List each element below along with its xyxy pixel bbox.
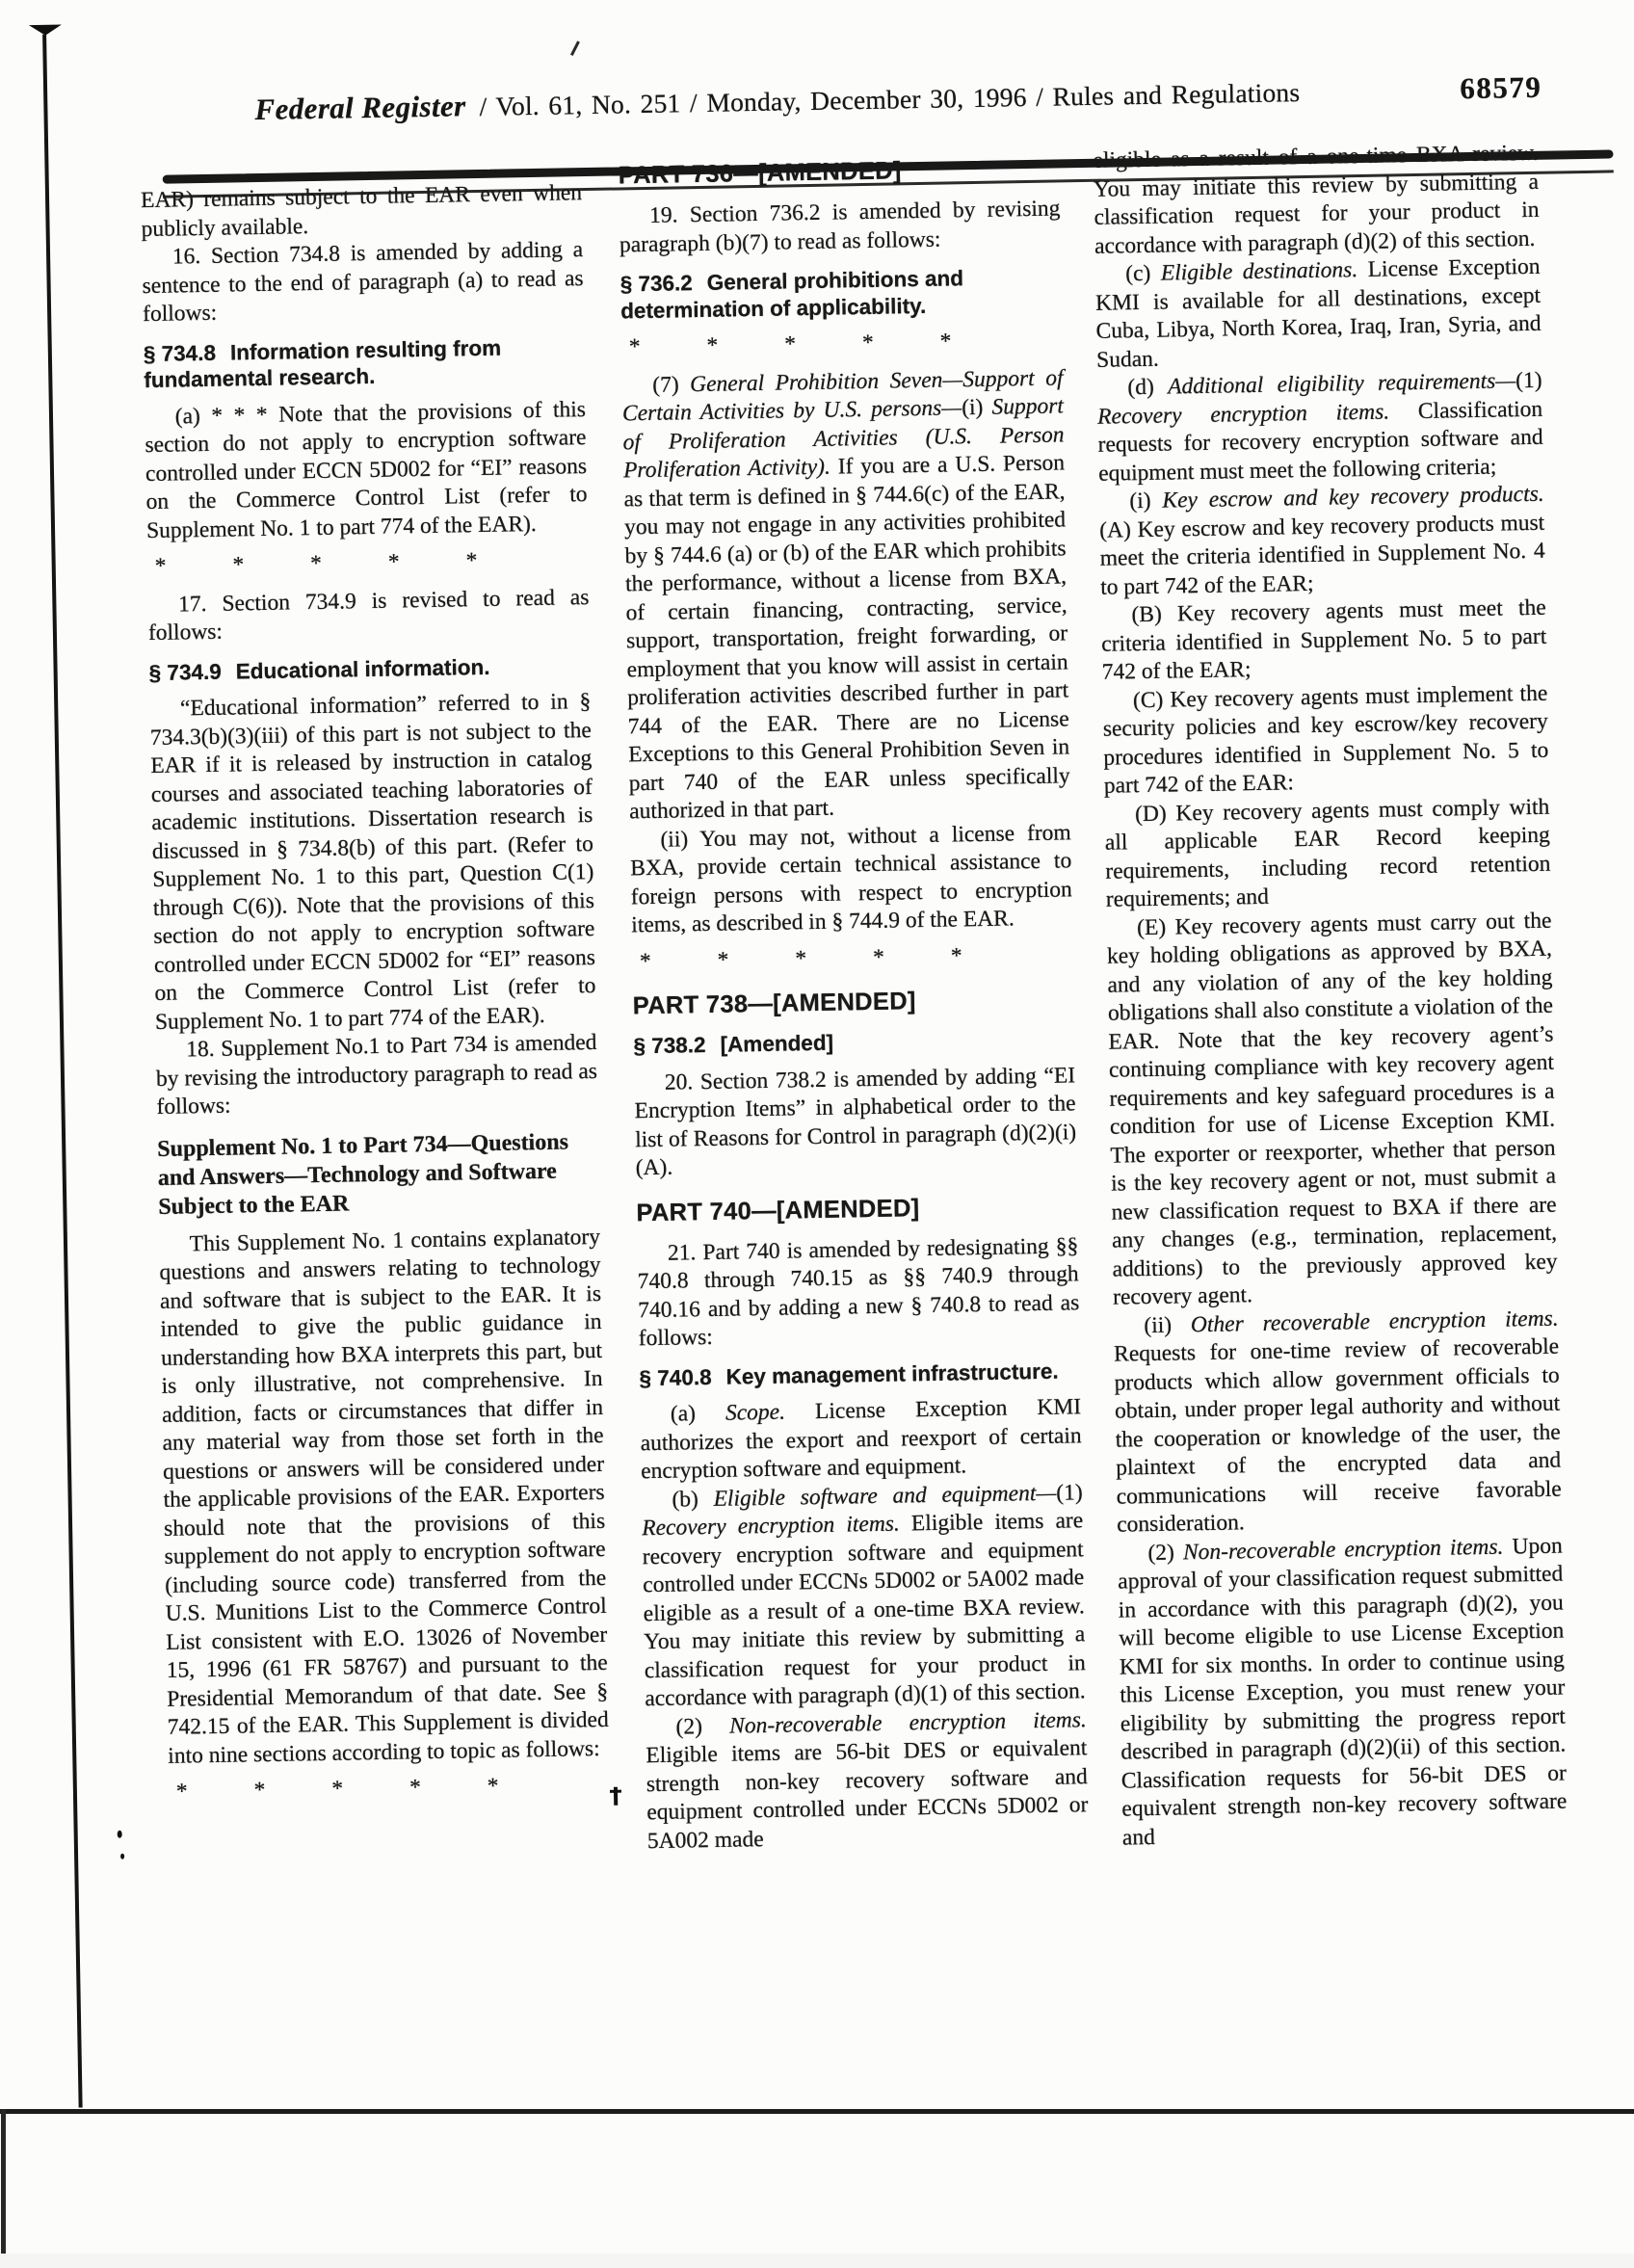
text-run: Recovery encryption items.: [642, 1512, 900, 1542]
text-run: (d): [1127, 375, 1168, 401]
text-run: (i): [1129, 488, 1162, 514]
text-run: (1): [1515, 368, 1542, 393]
column-2: [618, 154, 1089, 1856]
section-number: § 734.9: [148, 659, 222, 684]
asterisk-separator: * * * * *: [176, 1771, 610, 1806]
supplement-heading: Supplement No. 1 to Part 734—Questions and Answers—Technology and Software Subject to the EAR: [157, 1126, 600, 1221]
section-title: [Amended]: [720, 1031, 833, 1057]
part-heading: PART 736—[AMENDED]: [618, 154, 1059, 190]
paragraph: [1094, 253, 1542, 375]
text-run: If you are a U.S. Person as that term is defined in § 744.6(c) of the EAR, you may not engage in any activities prohibited by § 744.6 (a) or (b) of the EAR which prohibits the performance, without a license from BXA, of certain financing, contracting, service, support, transportation, freight forwarding, or employment that you know will assist in certain proliferation activities described further in part 744 of the EAR. There are no License Exceptions to this General Prohibition Seven in part 740 of the EAR unless specifically authorized in that part.: [623, 450, 1070, 824]
section-title: Key management infrastructure.: [725, 1358, 1058, 1388]
section-heading: [619, 263, 1062, 324]
paragraph: (a) * * * Note that the provisions of this section do not apply to encryption software controlled under ECCN 5D002 for “EI” reasons on the Commerce Control List (refer to Supplement No. 1 to part 774 of the EAR).: [145, 396, 589, 545]
part-heading: PART 738—[AMENDED]: [633, 985, 1074, 1020]
text-run: (b): [672, 1486, 714, 1512]
paragraph: [640, 1393, 1082, 1486]
section-heading: [144, 333, 586, 394]
text-run: Other recoverable encryption items.: [1191, 1305, 1559, 1337]
paragraph: (E) Key recovery agents must carry out the key holding obligations as approved by BXA, and any violation of any of the key holding obligations shall also constitute a violation of the EAR. Note that the key recovery agent’s continuing compliance with key recovery agent requirements and key safeguard procedures is a condition for use of License Exception KMI. The exporter or reexporter, whether that person is the key recovery agent or not, must submit a new classification request to BXA if there are any changes (e.g., termination, replacement, additions) to the previously approved key recovery agent.: [1106, 907, 1558, 1312]
text-run: General Prohibition Seven—Support of Certain Activities by U.S. persons—: [622, 365, 1064, 426]
text-run: Eligible items are recovery encryption software and equipment controlled under ECCNs 5D002 or 5A002 made eligible as a result of a one-time BXA review. You may initiate this review by submitting a classification request for your product in accordance with paragraph (d)(1) of this section.: [643, 1508, 1086, 1711]
text-run: (ii): [1144, 1312, 1191, 1338]
paragraph: [1113, 1305, 1562, 1540]
part-heading: PART 740—[AMENDED]: [636, 1192, 1077, 1227]
text-run: Additional eligibility requirements—: [1168, 368, 1516, 399]
paragraph: (C) Key recovery agents must implement the security policies and key escrow/key recovery procedures identified in Supplement No. 5 to part 742 of the EAR:: [1102, 679, 1549, 801]
scan-artifact-tick: [570, 40, 580, 56]
section-title: Information resulting from fundamental research.: [144, 335, 501, 392]
scan-artifact-mark: [614, 1787, 618, 1806]
paragraph: 19. Section 736.2 is amended by revising paragraph (b)(7) to read as follows:: [619, 195, 1061, 259]
text-run: License Exception KMI authorizes the export and reexport of certain encryption software and equipment.: [640, 1394, 1081, 1484]
asterisk-separator: * * * * *: [640, 940, 1073, 976]
text-run: (a): [671, 1401, 726, 1427]
paragraph: [621, 364, 1070, 827]
text-run: Non-recoverable encryption items.: [1183, 1534, 1504, 1565]
scan-artifact-left-line: [42, 35, 83, 2108]
page-number: 68579: [1460, 70, 1542, 106]
section-heading: [633, 1025, 1074, 1059]
publication-title: Federal Register: [254, 89, 466, 127]
section-title: General prohibitions and determination of applicability.: [620, 266, 963, 323]
section-title: Educational information.: [236, 654, 490, 683]
section-number: § 736.2: [619, 271, 693, 296]
paragraph: (D) Key recovery agents must comply with all applicable EAR Record keeping requirements, including record retention requirements; and: [1104, 793, 1551, 914]
text-run: Requests for one-time review of recoverable products which allow government officials to obtain, under proper legal authority and without the cooperation or knowledge of the user, the plaintext of the encrypted data and communications will receive favorable consideration.: [1114, 1334, 1562, 1538]
section-heading: [639, 1358, 1080, 1391]
text-run: Support of Proliferation Activities (U.S. Person Proliferation Activity).: [622, 393, 1064, 483]
paragraph: [646, 1706, 1090, 1856]
paragraph: EAR) remains subject to the EAR even when publicly available.: [141, 179, 583, 244]
paragraph: “Educational information” referred to in § 734.3(b)(3)(iii) of this part is not subject to the EAR if it is released by instruction in catalog courses and associated teaching laboratories of academic institutions. Dissertation research is discussed in § 734.8(b) of this part. (Refer to Supplement No. 1 to this part, Question C(1) through C(6)). Note that the provisions of this section do not apply to encryption software controlled under ECCN 5D002 for “EI” reasons on the Commerce Control List (refer to Supplement No. 1 to part 774 of the EAR).: [149, 688, 596, 1037]
column-1: [141, 179, 610, 1816]
text-run: Eligible items are 56-bit DES or equivalent strength non-key recovery software and equipment controlled under ECCNs 5D002 or 5A002 made: [646, 1735, 1088, 1853]
text-run: Scope.: [725, 1400, 785, 1426]
paragraph: This Supplement No. 1 contains explanatory questions and answers relating to technology and software that is subject to the EAR. It is intended to give the public guidance in understanding how BXA interprets this part, but is only illustrative, not comprehensive. In addition, facts or circumstances that differ in any material way from those set forth in the questions or answers will be considered under the applicable provisions of the EAR. Exporters should note that the provisions of this supplement do not apply to encryption software (including source code) transferred from the U.S. Munitions List to the Commerce Control List consistent with E.O. 13026 of November 15, 1996 (61 FR 58767) and pursuant to the Presidential Memorandum of that date. See § 742.15 of the EAR. This Supplement is divided into nine sections according to topic as follows:: [159, 1223, 610, 1770]
paragraph: [1098, 481, 1545, 602]
paragraph: (B) Key recovery agents must meet the criteria identified in Supplement No. 5 to part 742 of the EAR;: [1101, 594, 1547, 688]
text-run: (2): [1147, 1540, 1183, 1566]
text-run: (c): [1125, 261, 1161, 287]
text-run: License Exception KMI is available for all destinations, except Cuba, Libya, North Korea, Iraq, Iran, Syria, and Sudan.: [1095, 254, 1542, 373]
text-run: Eligible destinations.: [1161, 257, 1358, 286]
section-number: § 738.2: [633, 1033, 706, 1058]
text-run: (1): [1056, 1480, 1083, 1505]
text-run: (i): [962, 395, 992, 421]
paragraph: [1118, 1532, 1568, 1853]
paragraph: 16. Section 734.8 is amended by adding a sentence to the end of paragraph (a) to read as follows:: [142, 236, 584, 329]
section-number: § 734.8: [144, 340, 217, 365]
paragraph: eligible as a result of a one-time BXA review. You may initiate this review by submitting a classification request for your product in accordance with paragraph (d)(2) of this section.: [1093, 140, 1540, 261]
text-run: Key escrow and key recovery products.: [1162, 482, 1544, 514]
text-run: Classification requests for recovery encryption software and equipment must meet the following criteria;: [1097, 396, 1542, 486]
paragraph: 17. Section 734.9 is revised to read as follows:: [147, 584, 590, 648]
paragraph: 18. Supplement No.1 to Part 734 is amended by revising the introductory paragraph to read as follows:: [155, 1029, 597, 1121]
scan-edge-corner-line: [1, 2109, 6, 2254]
scan-artifact-dot: [120, 1854, 124, 1859]
text-run: (2): [675, 1713, 729, 1739]
text-run: Upon approval of your classification request submitted in accordance with this paragraph (d)(2), you will become eligible to use License Exception KMI for six months. In order to continue using this License Exception, you must renew your eligibility by submitting the progress report described in paragraph (d)(2)(ii) of this section. Classification requests for 56-bit DES or equivalent strength non-key recovery software and: [1118, 1533, 1568, 1850]
asterisk-separator: * * * * *: [154, 545, 588, 581]
paragraph: 20. Section 738.2 is amended by adding “EI Encryption Items” in alphabetical order to the list of Reasons for Control in paragraph (d)(2)(i)(A).: [634, 1062, 1077, 1183]
column-3: [1093, 140, 1568, 1853]
paragraph: [1096, 367, 1543, 488]
paragraph: 21. Part 740 is amended by redesignating §§ 740.8 through 740.15 as §§ 740.9 through 740.16 and by adding a new § 740.8 to read as follows:: [637, 1232, 1080, 1354]
section-number: § 740.8: [639, 1364, 712, 1389]
scan-edge-bottom-line: [0, 2109, 1634, 2114]
paragraph: [641, 1479, 1086, 1714]
page-header: [254, 70, 1542, 127]
asterisk-separator: * * * * *: [629, 326, 1063, 361]
text-run: Non-recoverable encryption items.: [729, 1707, 1087, 1738]
section-heading: [148, 652, 590, 686]
header-issue-info: / Vol. 61, No. 251 / Monday, December 30, 1996 / Rules and Regulations: [479, 77, 1300, 122]
scan-artifact-dot: [118, 1831, 122, 1838]
text-run: (7): [652, 372, 690, 398]
text-run: Eligible software and equipment—: [713, 1480, 1056, 1511]
paragraph: (ii) You may not, without a license from BXA, provide certain technical assistance to foreign persons with respect to encryption items, as described in § 744.9 of the EAR.: [630, 819, 1073, 940]
text-run: (A) Key escrow and key recovery products must meet the criteria identified in Supplement No. 4 to part 742 of the EAR;: [1099, 510, 1545, 599]
text-run: Recovery encryption items.: [1097, 399, 1389, 429]
